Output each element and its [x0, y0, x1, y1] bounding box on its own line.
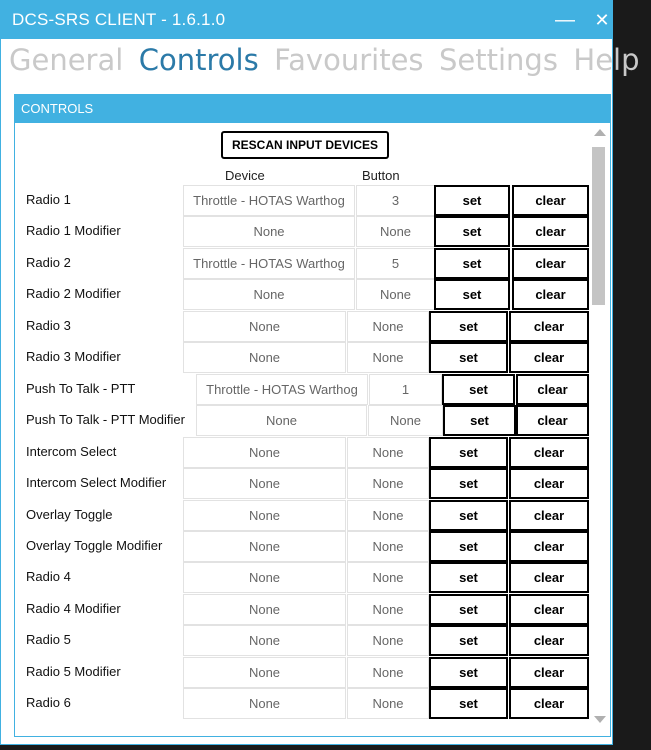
control-label: Radio 3	[26, 317, 71, 333]
button-field: None	[347, 594, 429, 625]
device-field: None	[183, 625, 346, 656]
clear-button[interactable]: clear	[509, 594, 589, 625]
button-field: None	[347, 342, 429, 373]
device-column-header: Device	[225, 168, 265, 183]
control-label: Push To Talk - PTT Modifier	[26, 412, 185, 428]
tab-general[interactable]: General	[9, 43, 124, 77]
set-button[interactable]: set	[429, 342, 508, 373]
set-button[interactable]: set	[429, 531, 508, 562]
control-row	[15, 248, 589, 279]
set-button[interactable]: set	[429, 311, 508, 342]
clear-button[interactable]: clear	[512, 185, 589, 216]
button-field: None	[347, 657, 429, 688]
title-bar[interactable]	[1, 1, 612, 39]
button-field: None	[356, 279, 435, 310]
control-label: Radio 2 Modifier	[26, 286, 121, 302]
control-label: Push To Talk - PTT	[26, 380, 136, 396]
device-field: Throttle - HOTAS Warthog	[183, 248, 355, 279]
controls-group	[14, 94, 611, 737]
control-row	[15, 500, 589, 531]
control-row	[15, 216, 589, 247]
set-button[interactable]: set	[429, 688, 508, 719]
window-title: DCS-SRS CLIENT - 1.6.1.0	[12, 10, 226, 29]
clear-button[interactable]: clear	[509, 342, 589, 373]
device-field: None	[183, 657, 346, 688]
device-field: None	[183, 688, 346, 719]
control-label: Intercom Select Modifier	[26, 475, 167, 491]
minimize-icon[interactable]: —	[555, 9, 575, 31]
set-button[interactable]: set	[443, 405, 516, 436]
clear-button[interactable]: clear	[509, 625, 589, 656]
control-label: Radio 4 Modifier	[26, 600, 121, 616]
control-label: Radio 1	[26, 192, 71, 207]
set-button[interactable]: set	[429, 625, 508, 656]
set-button[interactable]: set	[434, 216, 510, 247]
control-label: Radio 3 Modifier	[26, 349, 121, 365]
device-field: None	[183, 562, 346, 593]
button-field: 1	[369, 374, 442, 405]
control-label: Radio 4	[26, 569, 71, 585]
scroll-down-icon[interactable]	[594, 716, 606, 723]
button-field: None	[347, 688, 429, 719]
tab-help[interactable]: Help	[573, 43, 640, 77]
set-button[interactable]: set	[434, 279, 510, 310]
tab-controls[interactable]: Controls	[138, 43, 259, 77]
controls-header: CONTROLS	[15, 95, 610, 123]
control-label: Radio 1 Modifier	[26, 223, 121, 239]
device-field: None	[183, 342, 346, 373]
tab-favourites[interactable]: Favourites	[274, 43, 424, 77]
clear-button[interactable]: clear	[509, 531, 589, 562]
vertical-scrollbar[interactable]	[591, 124, 609, 736]
button-field: None	[347, 562, 429, 593]
close-icon[interactable]: ✕	[594, 10, 610, 30]
scroll-thumb[interactable]	[592, 147, 605, 305]
control-row	[15, 657, 589, 688]
clear-button[interactable]: clear	[509, 311, 589, 342]
device-field: None	[183, 468, 346, 499]
button-field: None	[356, 216, 435, 247]
clear-button[interactable]: clear	[516, 405, 589, 436]
tab-bar	[9, 43, 651, 83]
control-row	[15, 405, 589, 436]
button-field: None	[347, 500, 429, 531]
set-button[interactable]: set	[442, 374, 515, 405]
device-field: None	[183, 437, 346, 468]
set-button[interactable]: set	[429, 437, 508, 468]
button-field: None	[347, 625, 429, 656]
button-field: None	[368, 405, 443, 436]
device-field: None	[183, 594, 346, 625]
control-row	[15, 688, 589, 719]
device-field: None	[196, 405, 367, 436]
clear-button[interactable]: clear	[512, 248, 589, 279]
set-button[interactable]: set	[434, 185, 510, 216]
button-field: None	[347, 437, 429, 468]
clear-button[interactable]: clear	[509, 657, 589, 688]
control-label: Intercom Select	[26, 443, 117, 459]
clear-button[interactable]: clear	[509, 562, 589, 593]
set-button[interactable]: set	[429, 468, 508, 499]
control-label: Overlay Toggle	[26, 506, 113, 522]
clear-button[interactable]: clear	[512, 279, 589, 310]
device-field: None	[183, 531, 346, 562]
button-field: None	[347, 468, 429, 499]
device-field: None	[183, 279, 355, 310]
button-column-header: Button	[362, 168, 400, 183]
clear-button[interactable]: clear	[509, 688, 589, 719]
control-label: Radio 6	[26, 695, 71, 711]
device-field: None	[183, 500, 346, 531]
control-label: Overlay Toggle Modifier	[26, 537, 163, 553]
device-field: Throttle - HOTAS Warthog	[183, 185, 355, 216]
control-row	[15, 594, 589, 625]
control-row	[15, 625, 589, 656]
clear-button[interactable]: clear	[509, 500, 589, 531]
control-row	[15, 468, 589, 499]
control-label: Radio 5 Modifier	[26, 663, 121, 679]
control-row	[15, 562, 589, 593]
clear-button[interactable]: clear	[516, 374, 589, 405]
button-field: None	[347, 311, 429, 342]
control-row	[15, 279, 589, 310]
control-row	[15, 311, 589, 342]
control-row	[15, 531, 589, 562]
control-row	[15, 374, 589, 405]
set-button[interactable]: set	[429, 562, 508, 593]
scroll-up-icon[interactable]	[594, 129, 606, 136]
control-label: Radio 5	[26, 632, 71, 648]
clear-button[interactable]: clear	[509, 437, 589, 468]
control-row	[15, 185, 589, 216]
button-field: None	[347, 531, 429, 562]
clear-button[interactable]: clear	[512, 216, 589, 247]
button-field: 3	[356, 185, 435, 216]
device-field: None	[183, 216, 355, 247]
rescan-input-devices-button[interactable]: RESCAN INPUT DEVICES	[221, 131, 389, 159]
set-button[interactable]: set	[429, 657, 508, 688]
set-button[interactable]: set	[429, 500, 508, 531]
set-button[interactable]: set	[429, 594, 508, 625]
button-field: 5	[356, 248, 435, 279]
set-button[interactable]: set	[434, 248, 510, 279]
controls-list	[15, 124, 589, 736]
control-label: Radio 2	[26, 254, 71, 270]
control-row	[15, 437, 589, 468]
tab-settings[interactable]: Settings	[438, 43, 558, 77]
device-field: None	[183, 311, 346, 342]
control-row	[15, 342, 589, 373]
device-field: Throttle - HOTAS Warthog	[196, 374, 368, 405]
clear-button[interactable]: clear	[509, 468, 589, 499]
